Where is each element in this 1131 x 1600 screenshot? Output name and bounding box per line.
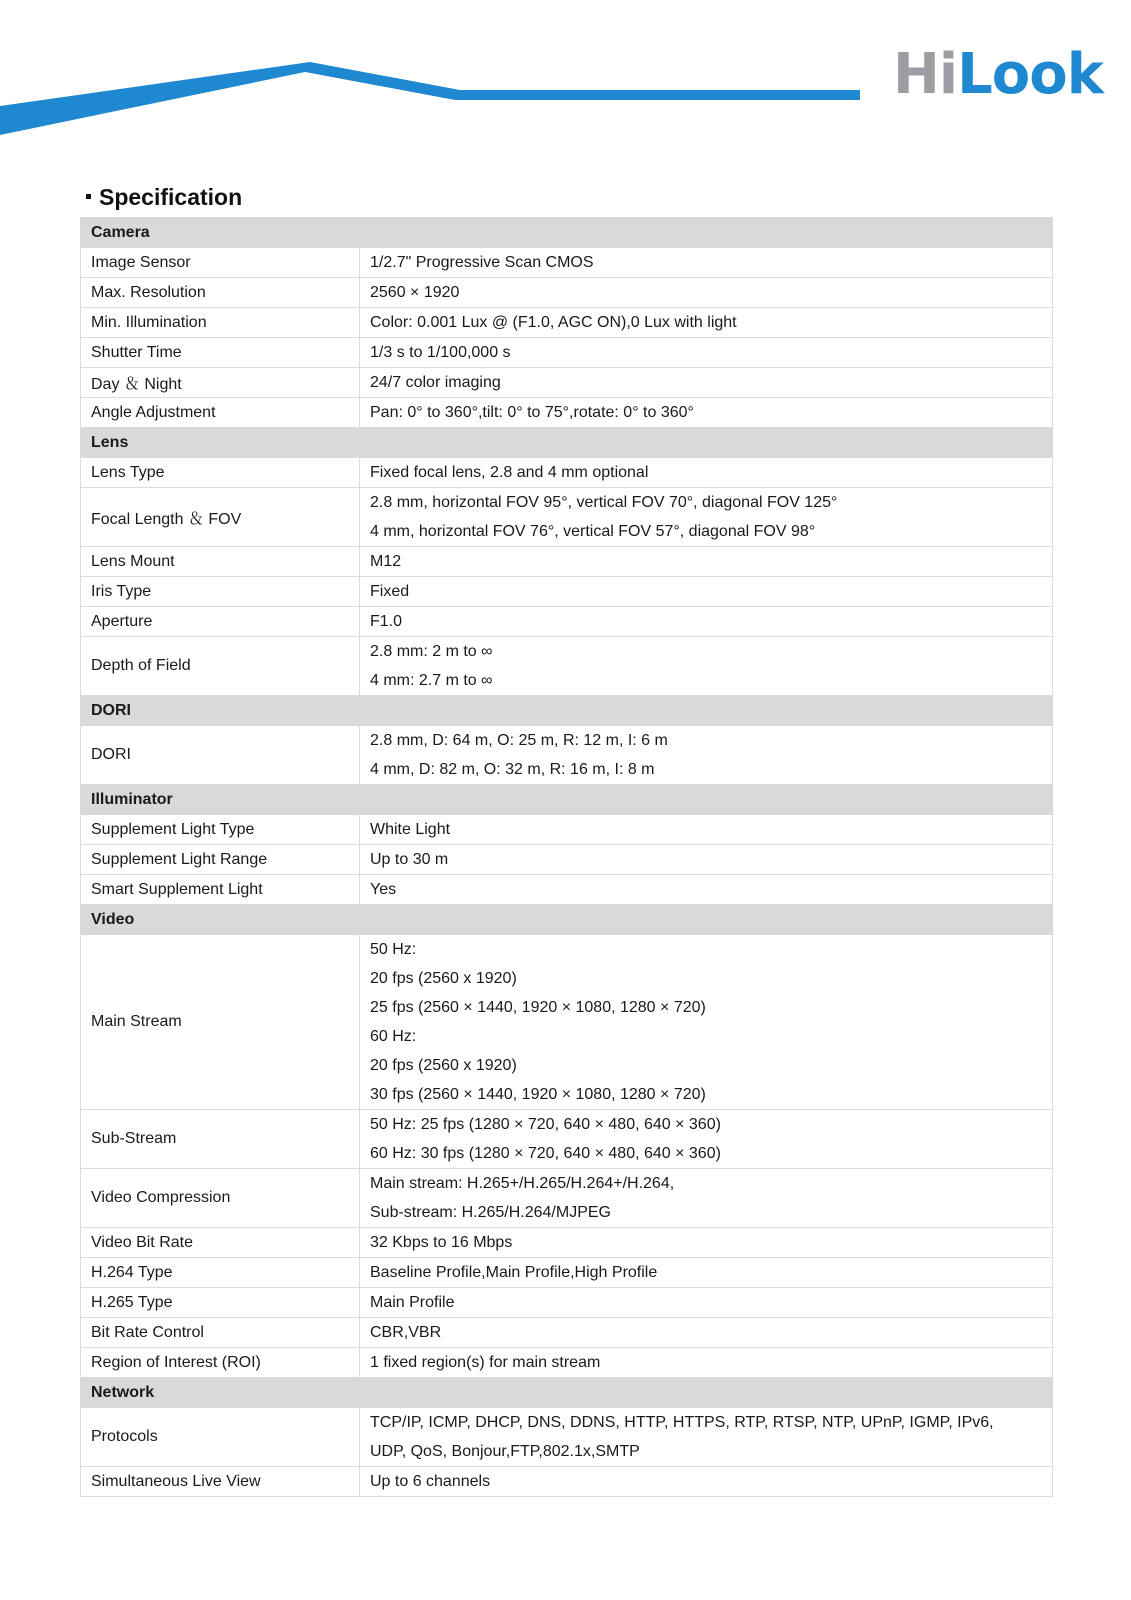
spec-row [81,935,1053,1110]
spec-value-line: 60 Hz: 30 fps (1280 × 720, 640 × 480, 640 × 360) [370,1145,721,1162]
hilook-logo: HiLook [893,42,1103,107]
spec-label: H.265 Type [81,1288,360,1318]
section-header [81,696,1053,726]
spec-value-line: Main Profile [370,1294,455,1311]
spec-value-line: 50 Hz: 25 fps (1280 × 720, 640 × 480, 640 × 360) [370,1116,721,1133]
title-bullet [86,194,91,199]
spec-value-line: 4 mm: 2.7 m to ∞ [370,672,493,689]
spec-value [360,1318,1053,1348]
spec-label: Shutter Time [81,338,360,368]
spec-row [81,637,1053,696]
spec-row [81,547,1053,577]
spec-label: Min. Illumination [81,308,360,338]
spec-value-line: Baseline Profile,Main Profile,High Profile [370,1264,658,1281]
spec-value [360,935,1053,1110]
spec-value-line: Yes [370,881,397,898]
spec-label: Region of Interest (ROI) [81,1348,360,1378]
spec-value-line: 4 mm, horizontal FOV 76°, vertical FOV 57°, diagonal FOV 98° [370,523,816,540]
spec-value-line: Sub-stream: H.265/H.264/MJPEG [370,1204,611,1221]
section-title: Network [81,1378,1053,1408]
spec-label: Depth of Field [81,637,360,696]
section-header [81,905,1053,935]
spec-value-line: Color: 0.001 Lux @ (F1.0, AGC ON),0 Lux with light [370,314,737,331]
spec-value-line: M12 [370,553,402,570]
section-title: Lens [81,428,1053,458]
spec-value [360,547,1053,577]
spec-label: Image Sensor [81,248,360,278]
spec-value-line: CBR,VBR [370,1324,442,1341]
spec-value-line: 20 fps (2560 x 1920) [370,970,517,987]
spec-row [81,1288,1053,1318]
section-header [81,785,1053,815]
spec-value-line: 2.8 mm: 2 m to ∞ [370,643,493,660]
spec-value-line: 4 mm, D: 82 m, O: 32 m, R: 16 m, I: 8 m [370,761,655,778]
spec-value [360,875,1053,905]
spec-value-line: Fixed focal lens, 2.8 and 4 mm optional [370,464,649,481]
spec-row [81,1318,1053,1348]
section-header [81,1378,1053,1408]
spec-row [81,577,1053,607]
spec-value-line: 1/2.7" Progressive Scan CMOS [370,254,594,271]
spec-label: Video Compression [81,1169,360,1228]
spec-row [81,845,1053,875]
banner-stripe [0,62,860,135]
spec-label: Sub-Stream [81,1110,360,1169]
spec-label: H.264 Type [81,1258,360,1288]
spec-value-line: F1.0 [370,613,403,630]
spec-value-line: 50 Hz: [370,941,417,958]
section-title: Illuminator [81,785,1053,815]
spec-label: Supplement Light Type [81,815,360,845]
spec-row [81,248,1053,278]
spec-label: Smart Supplement Light [81,875,360,905]
spec-value-line: TCP/IP, ICMP, DHCP, DNS, DDNS, HTTP, HTTPS, RTP, RTSP, NTP, UPnP, IGMP, IPv6, [370,1414,994,1431]
spec-value [360,577,1053,607]
spec-row [81,1258,1053,1288]
spec-value [360,338,1053,368]
spec-label: Simultaneous Live View [81,1467,360,1497]
spec-row [81,368,1053,398]
spec-row [81,1169,1053,1228]
spec-value [360,1288,1053,1318]
spec-value [360,1348,1053,1378]
spec-value-line: 60 Hz: [370,1028,417,1045]
spec-label: Main Stream [81,935,360,1110]
spec-value-line: 1/3 s to 1/100,000 s [370,344,511,361]
spec-value [360,1467,1053,1497]
spec-row [81,1110,1053,1169]
spec-value-line: Up to 6 channels [370,1473,491,1490]
spec-label: Protocols [81,1408,360,1467]
spec-value [360,1258,1053,1288]
spec-row [81,488,1053,547]
spec-value [360,637,1053,696]
specification-table [80,217,1053,1497]
spec-value-line: White Light [370,821,451,838]
spec-value-line: 2560 × 1920 [370,284,460,301]
spec-label: DORI [81,726,360,785]
spec-value [360,368,1053,398]
spec-label: Angle Adjustment [81,398,360,428]
spec-value [360,1408,1053,1467]
spec-value-line: 2.8 mm, D: 64 m, O: 25 m, R: 12 m, I: 6 m [370,732,668,749]
spec-label: Aperture [81,607,360,637]
section-title: Video [81,905,1053,935]
spec-value-line: 2.8 mm, horizontal FOV 95°, vertical FOV 70°, diagonal FOV 125° [370,494,838,511]
spec-value [360,726,1053,785]
spec-value [360,845,1053,875]
spec-row [81,278,1053,308]
spec-value-line: Fixed [370,583,410,600]
spec-value [360,248,1053,278]
spec-value [360,308,1053,338]
spec-value-line: Pan: 0° to 360°,tilt: 0° to 75°,rotate: 0° to 360° [370,404,694,421]
spec-label: Focal Length ＆ FOV [81,488,360,547]
spec-value-line: 1 fixed region(s) for main stream [370,1354,601,1371]
spec-value [360,278,1053,308]
spec-value-line: 25 fps (2560 × 1440, 1920 × 1080, 1280 × 720) [370,999,706,1016]
spec-row [81,726,1053,785]
spec-label: Supplement Light Range [81,845,360,875]
section-header [81,428,1053,458]
spec-value [360,458,1053,488]
spec-label: Bit Rate Control [81,1318,360,1348]
spec-value [360,1110,1053,1169]
spec-row [81,1408,1053,1467]
spec-row [81,398,1053,428]
spec-value-line: 24/7 color imaging [370,374,501,391]
page-title: Specification [86,184,242,211]
spec-value-line: 20 fps (2560 x 1920) [370,1057,517,1074]
spec-value [360,1169,1053,1228]
spec-row [81,1228,1053,1258]
spec-value [360,607,1053,637]
spec-label: Day ＆ Night [81,368,360,398]
spec-value [360,398,1053,428]
spec-label: Max. Resolution [81,278,360,308]
spec-value-line: Up to 30 m [370,851,449,868]
spec-label: Lens Mount [81,547,360,577]
spec-value-line: UDP, QoS, Bonjour,FTP,802.1x,SMTP [370,1443,640,1460]
spec-label: Lens Type [81,458,360,488]
spec-value-line: 30 fps (2560 × 1440, 1920 × 1080, 1280 × 720) [370,1086,706,1103]
spec-row [81,607,1053,637]
spec-row [81,1467,1053,1497]
section-title: DORI [81,696,1053,726]
spec-value-line: Main stream: H.265+/H.265/H.264+/H.264, [370,1175,675,1192]
spec-value [360,1228,1053,1258]
spec-row [81,815,1053,845]
spec-label: Iris Type [81,577,360,607]
spec-value [360,488,1053,547]
spec-row [81,875,1053,905]
spec-row [81,308,1053,338]
section-header [81,218,1053,248]
spec-label: Video Bit Rate [81,1228,360,1258]
spec-value [360,815,1053,845]
spec-row [81,1348,1053,1378]
specification-body [81,218,1053,1497]
section-title: Camera [81,218,1053,248]
spec-row [81,338,1053,368]
spec-value-line: 32 Kbps to 16 Mbps [370,1234,513,1251]
spec-row [81,458,1053,488]
